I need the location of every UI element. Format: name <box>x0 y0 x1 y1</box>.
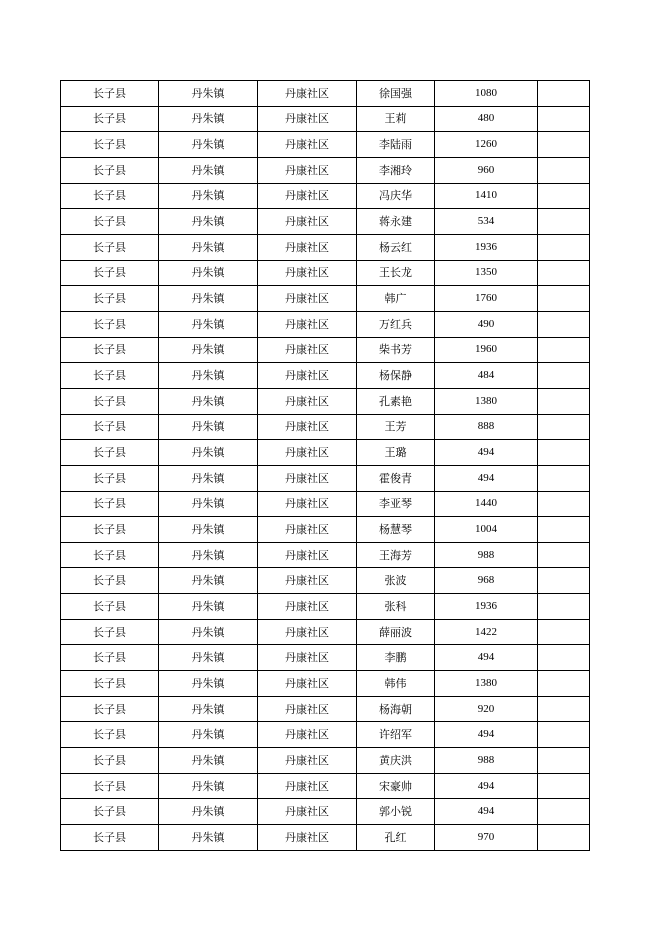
county-cell: 长子县 <box>61 183 159 209</box>
note-cell <box>538 363 590 389</box>
community-cell: 丹康社区 <box>258 696 357 722</box>
data-table <box>60 80 590 851</box>
name-cell: 张科 <box>357 594 435 620</box>
amount-cell: 534 <box>435 209 538 235</box>
county-cell: 长子县 <box>61 825 159 851</box>
name-cell: 霍俊青 <box>357 465 435 491</box>
note-cell <box>538 491 590 517</box>
community-cell: 丹康社区 <box>258 440 357 466</box>
amount-cell: 494 <box>435 773 538 799</box>
community-cell: 丹康社区 <box>258 132 357 158</box>
community-cell: 丹康社区 <box>258 363 357 389</box>
town-cell: 丹朱镇 <box>159 696 258 722</box>
amount-cell: 490 <box>435 311 538 337</box>
amount-cell: 494 <box>435 465 538 491</box>
county-cell: 长子县 <box>61 619 159 645</box>
name-cell: 杨保静 <box>357 363 435 389</box>
note-cell <box>538 106 590 132</box>
community-cell: 丹康社区 <box>258 594 357 620</box>
amount-cell: 494 <box>435 645 538 671</box>
amount-cell: 1760 <box>435 286 538 312</box>
name-cell: 万红兵 <box>357 311 435 337</box>
amount-cell: 1936 <box>435 234 538 260</box>
table-row <box>61 337 590 363</box>
note-cell <box>538 619 590 645</box>
amount-cell: 1380 <box>435 388 538 414</box>
note-cell <box>538 440 590 466</box>
note-cell <box>538 517 590 543</box>
name-cell: 张波 <box>357 568 435 594</box>
community-cell: 丹康社区 <box>258 286 357 312</box>
amount-cell: 494 <box>435 722 538 748</box>
town-cell: 丹朱镇 <box>159 106 258 132</box>
town-cell: 丹朱镇 <box>159 234 258 260</box>
name-cell: 王海芳 <box>357 542 435 568</box>
table-row <box>61 825 590 851</box>
table-row <box>61 440 590 466</box>
note-cell <box>538 132 590 158</box>
town-cell: 丹朱镇 <box>159 260 258 286</box>
note-cell <box>538 465 590 491</box>
name-cell: 孔素艳 <box>357 388 435 414</box>
table-body <box>61 81 590 851</box>
community-cell: 丹康社区 <box>258 491 357 517</box>
town-cell: 丹朱镇 <box>159 825 258 851</box>
community-cell: 丹康社区 <box>258 542 357 568</box>
table-row <box>61 286 590 312</box>
town-cell: 丹朱镇 <box>159 542 258 568</box>
amount-cell: 480 <box>435 106 538 132</box>
table-row <box>61 696 590 722</box>
name-cell: 韩伟 <box>357 671 435 697</box>
note-cell <box>538 645 590 671</box>
amount-cell: 494 <box>435 440 538 466</box>
town-cell: 丹朱镇 <box>159 81 258 107</box>
community-cell: 丹康社区 <box>258 671 357 697</box>
amount-cell: 1960 <box>435 337 538 363</box>
amount-cell: 1422 <box>435 619 538 645</box>
community-cell: 丹康社区 <box>258 568 357 594</box>
amount-cell: 484 <box>435 363 538 389</box>
table-row <box>61 132 590 158</box>
town-cell: 丹朱镇 <box>159 671 258 697</box>
county-cell: 长子县 <box>61 594 159 620</box>
table-row <box>61 81 590 107</box>
county-cell: 长子县 <box>61 311 159 337</box>
note-cell <box>538 209 590 235</box>
county-cell: 长子县 <box>61 799 159 825</box>
town-cell: 丹朱镇 <box>159 209 258 235</box>
name-cell: 李亚琴 <box>357 491 435 517</box>
county-cell: 长子县 <box>61 234 159 260</box>
name-cell: 蒋永建 <box>357 209 435 235</box>
county-cell: 长子县 <box>61 157 159 183</box>
county-cell: 长子县 <box>61 696 159 722</box>
name-cell: 王莉 <box>357 106 435 132</box>
county-cell: 长子县 <box>61 645 159 671</box>
name-cell: 李鹏 <box>357 645 435 671</box>
town-cell: 丹朱镇 <box>159 594 258 620</box>
note-cell <box>538 414 590 440</box>
county-cell: 长子县 <box>61 414 159 440</box>
town-cell: 丹朱镇 <box>159 132 258 158</box>
amount-cell: 970 <box>435 825 538 851</box>
county-cell: 长子县 <box>61 773 159 799</box>
county-cell: 长子县 <box>61 363 159 389</box>
town-cell: 丹朱镇 <box>159 517 258 543</box>
table-row <box>61 106 590 132</box>
note-cell <box>538 696 590 722</box>
community-cell: 丹康社区 <box>258 722 357 748</box>
name-cell: 宋豪帅 <box>357 773 435 799</box>
note-cell <box>538 722 590 748</box>
table-row <box>61 260 590 286</box>
amount-cell: 494 <box>435 799 538 825</box>
town-cell: 丹朱镇 <box>159 491 258 517</box>
community-cell: 丹康社区 <box>258 414 357 440</box>
table-row <box>61 183 590 209</box>
table-row <box>61 594 590 620</box>
county-cell: 长子县 <box>61 722 159 748</box>
name-cell: 李湘玲 <box>357 157 435 183</box>
note-cell <box>538 337 590 363</box>
community-cell: 丹康社区 <box>258 388 357 414</box>
community-cell: 丹康社区 <box>258 645 357 671</box>
community-cell: 丹康社区 <box>258 183 357 209</box>
table-row <box>61 491 590 517</box>
community-cell: 丹康社区 <box>258 81 357 107</box>
note-cell <box>538 388 590 414</box>
table-row <box>61 363 590 389</box>
name-cell: 王芳 <box>357 414 435 440</box>
amount-cell: 1260 <box>435 132 538 158</box>
table-row <box>61 671 590 697</box>
county-cell: 长子县 <box>61 81 159 107</box>
table-row <box>61 568 590 594</box>
amount-cell: 960 <box>435 157 538 183</box>
town-cell: 丹朱镇 <box>159 568 258 594</box>
amount-cell: 988 <box>435 542 538 568</box>
name-cell: 李陆雨 <box>357 132 435 158</box>
note-cell <box>538 825 590 851</box>
town-cell: 丹朱镇 <box>159 773 258 799</box>
name-cell: 杨海朝 <box>357 696 435 722</box>
county-cell: 长子县 <box>61 132 159 158</box>
note-cell <box>538 311 590 337</box>
county-cell: 长子县 <box>61 748 159 774</box>
note-cell <box>538 286 590 312</box>
note-cell <box>538 748 590 774</box>
name-cell: 黄庆洪 <box>357 748 435 774</box>
county-cell: 长子县 <box>61 286 159 312</box>
name-cell: 孔红 <box>357 825 435 851</box>
county-cell: 长子县 <box>61 388 159 414</box>
community-cell: 丹康社区 <box>258 465 357 491</box>
note-cell <box>538 234 590 260</box>
town-cell: 丹朱镇 <box>159 388 258 414</box>
table-row <box>61 722 590 748</box>
table-row <box>61 209 590 235</box>
note-cell <box>538 594 590 620</box>
name-cell: 冯庆华 <box>357 183 435 209</box>
community-cell: 丹康社区 <box>258 260 357 286</box>
note-cell <box>538 568 590 594</box>
county-cell: 长子县 <box>61 440 159 466</box>
town-cell: 丹朱镇 <box>159 619 258 645</box>
town-cell: 丹朱镇 <box>159 157 258 183</box>
amount-cell: 1380 <box>435 671 538 697</box>
town-cell: 丹朱镇 <box>159 748 258 774</box>
town-cell: 丹朱镇 <box>159 440 258 466</box>
town-cell: 丹朱镇 <box>159 799 258 825</box>
table-row <box>61 542 590 568</box>
amount-cell: 1410 <box>435 183 538 209</box>
note-cell <box>538 183 590 209</box>
amount-cell: 988 <box>435 748 538 774</box>
county-cell: 长子县 <box>61 209 159 235</box>
name-cell: 王长龙 <box>357 260 435 286</box>
community-cell: 丹康社区 <box>258 773 357 799</box>
table-row <box>61 748 590 774</box>
table-row <box>61 799 590 825</box>
amount-cell: 1936 <box>435 594 538 620</box>
note-cell <box>538 773 590 799</box>
town-cell: 丹朱镇 <box>159 311 258 337</box>
county-cell: 长子县 <box>61 465 159 491</box>
town-cell: 丹朱镇 <box>159 286 258 312</box>
amount-cell: 968 <box>435 568 538 594</box>
county-cell: 长子县 <box>61 568 159 594</box>
amount-cell: 888 <box>435 414 538 440</box>
table-row <box>61 414 590 440</box>
amount-cell: 1004 <box>435 517 538 543</box>
community-cell: 丹康社区 <box>258 106 357 132</box>
town-cell: 丹朱镇 <box>159 722 258 748</box>
town-cell: 丹朱镇 <box>159 337 258 363</box>
name-cell: 杨慧琴 <box>357 517 435 543</box>
note-cell <box>538 81 590 107</box>
community-cell: 丹康社区 <box>258 825 357 851</box>
county-cell: 长子县 <box>61 517 159 543</box>
table-row <box>61 517 590 543</box>
amount-cell: 1440 <box>435 491 538 517</box>
name-cell: 许绍军 <box>357 722 435 748</box>
table-row <box>61 465 590 491</box>
name-cell: 徐国强 <box>357 81 435 107</box>
town-cell: 丹朱镇 <box>159 414 258 440</box>
town-cell: 丹朱镇 <box>159 183 258 209</box>
name-cell: 柴书芳 <box>357 337 435 363</box>
table-row <box>61 645 590 671</box>
table-row <box>61 157 590 183</box>
table-row <box>61 311 590 337</box>
county-cell: 长子县 <box>61 260 159 286</box>
amount-cell: 920 <box>435 696 538 722</box>
community-cell: 丹康社区 <box>258 157 357 183</box>
amount-cell: 1350 <box>435 260 538 286</box>
note-cell <box>538 671 590 697</box>
town-cell: 丹朱镇 <box>159 465 258 491</box>
community-cell: 丹康社区 <box>258 209 357 235</box>
table-row <box>61 388 590 414</box>
name-cell: 杨云红 <box>357 234 435 260</box>
county-cell: 长子县 <box>61 337 159 363</box>
community-cell: 丹康社区 <box>258 748 357 774</box>
table-row <box>61 234 590 260</box>
county-cell: 长子县 <box>61 671 159 697</box>
amount-cell: 1080 <box>435 81 538 107</box>
county-cell: 长子县 <box>61 542 159 568</box>
name-cell: 郭小锐 <box>357 799 435 825</box>
town-cell: 丹朱镇 <box>159 645 258 671</box>
name-cell: 韩广 <box>357 286 435 312</box>
name-cell: 王璐 <box>357 440 435 466</box>
county-cell: 长子县 <box>61 491 159 517</box>
town-cell: 丹朱镇 <box>159 363 258 389</box>
community-cell: 丹康社区 <box>258 517 357 543</box>
name-cell: 薛丽波 <box>357 619 435 645</box>
community-cell: 丹康社区 <box>258 311 357 337</box>
note-cell <box>538 542 590 568</box>
community-cell: 丹康社区 <box>258 337 357 363</box>
community-cell: 丹康社区 <box>258 619 357 645</box>
note-cell <box>538 157 590 183</box>
table-row <box>61 773 590 799</box>
community-cell: 丹康社区 <box>258 799 357 825</box>
community-cell: 丹康社区 <box>258 234 357 260</box>
note-cell <box>538 260 590 286</box>
table-row <box>61 619 590 645</box>
county-cell: 长子县 <box>61 106 159 132</box>
note-cell <box>538 799 590 825</box>
